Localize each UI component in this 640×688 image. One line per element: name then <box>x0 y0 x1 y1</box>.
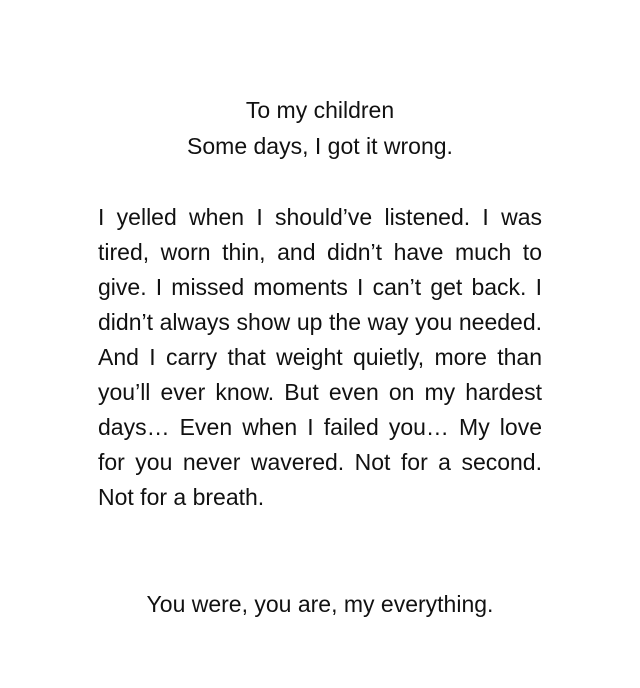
letter-subtitle: Some days, I got it wrong. <box>187 133 453 159</box>
letter-title: To my children <box>245 97 395 123</box>
letter-closing: You were, you are, my everything. <box>146 591 494 617</box>
letter-body: I yelled when I should’ve listened. I was tired, worn thin, and didn’t have much to give. I missed moments I can’t get back. I didn’t always show up the way you needed. And I carry that weight quietly, more than you’ll ever know. But even on my hardest days… Even when I failed you… My love for you never wavered. Not for a second. Not for a breath. <box>98 204 542 510</box>
